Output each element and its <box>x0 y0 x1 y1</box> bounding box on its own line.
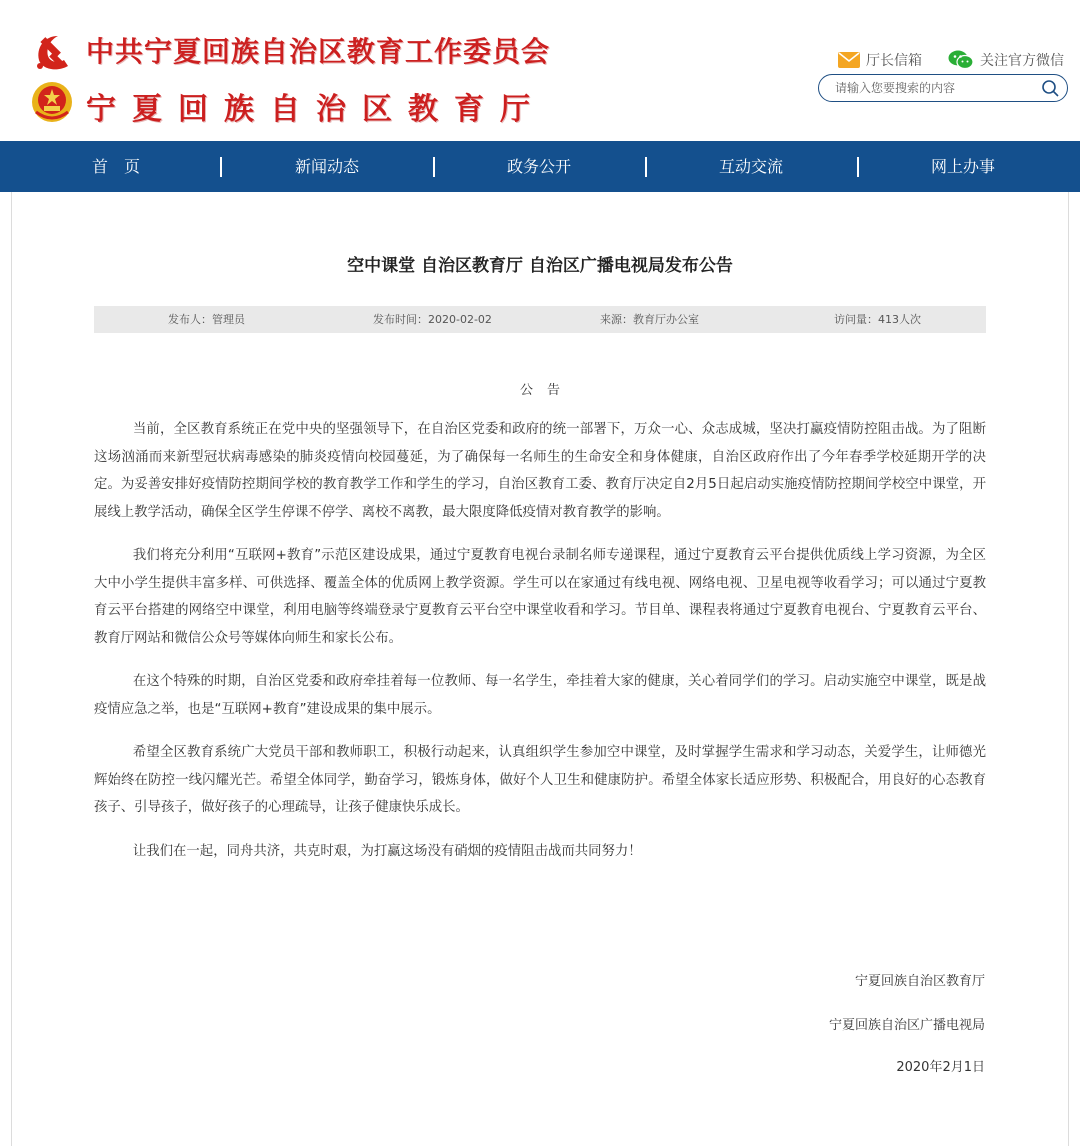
article-paragraph: 希望全区教育系统广大党员干部和教师职工，积极行动起来，认真组织学生参加空中课堂，及时掌握学生需求和学习动态，关爱学生，让师德光辉始终在防控一线闪耀光芒。希望全体同学，勤奋学习，锻炼身体，做好个人卫生和健康防护。希望全体家长适应形势、积极配合，用良好的心态教育孩子、引导孩子，做好孩子的心理疏导，让孩子健康快乐成长。 <box>94 745 986 815</box>
article-paragraph: 在这个特殊的时期，自治区党委和政府牵挂着每一位教师、每一名学生，牵挂着大家的健康，关心着同学们的学习。启动实施空中课堂，既是战疫情应急之举，也是“互联网+教育”建设成果的集中展示。 <box>94 674 986 717</box>
search-box <box>818 74 1068 102</box>
site-header <box>0 0 1080 141</box>
nav-item-interaction[interactable]: 互动交流 <box>718 157 783 176</box>
nav-separator <box>857 157 859 177</box>
search-input[interactable] <box>833 80 1041 96</box>
site-title-education-department[interactable]: 宁夏回族自治区教育厅 <box>86 92 546 127</box>
article-paragraph: 我们将充分利用“互联网+教育”示范区建设成果，通过宁夏教育电视台录制名师专递课程，通过宁夏教育云平台提供优质线上学习资源，为全区大中小学生提供丰富多样、可供选择、覆盖全体的优质网上教学资源。学生可以在家通过有线电视、网络电视、卫星电视等收看学习；可以通过宁夏教育云平台搭建的网络空中课堂，利用电脑等终端登录宁夏教育云平台空中课堂收看和学习。节目单、课程表将通过宁夏教育电视台、宁夏教育云平台、教育厅网站和微信公众号等媒体向师生和家长公布。 <box>94 548 986 646</box>
article-paragraph: 让我们在一起，同舟共济，共克时艰，为打赢这场没有硝烟的疫情阻击战而共同努力！ <box>132 843 642 859</box>
nav-item-news[interactable]: 新闻动态 <box>294 157 359 176</box>
follow-wechat-link[interactable] <box>948 50 1064 70</box>
mail-icon <box>838 52 860 68</box>
nav-item-government-affairs[interactable]: 政务公开 <box>506 157 571 176</box>
nav-item-online-services[interactable]: 网上办事 <box>930 157 995 176</box>
national-emblem-icon <box>30 80 74 124</box>
article-body <box>94 416 986 881</box>
top-links <box>838 50 1064 70</box>
signature-date: 2020年2月1日 <box>896 1060 985 1075</box>
meta-publisher: 发布人：管理员 <box>168 313 245 326</box>
director-mailbox-label: 厅长信箱 <box>866 53 922 69</box>
article-meta-bar <box>94 306 986 333</box>
signature-education-department: 宁夏回族自治区教育厅 <box>854 974 985 989</box>
main-nav <box>0 141 1080 192</box>
notice-heading: 公告 <box>519 383 574 398</box>
party-emblem-icon <box>30 30 74 74</box>
nav-separator <box>433 157 435 177</box>
meta-source: 来源：教育厅办公室 <box>600 313 699 326</box>
follow-wechat-label: 关注官方微信 <box>980 53 1064 69</box>
nav-separator <box>645 157 647 177</box>
article-title: 空中课堂 自治区教育厅 自治区广播电视局发布公告 <box>347 256 733 276</box>
article-paragraph: 当前，全区教育系统正在党中央的坚强领导下，在自治区党委和政府的统一部署下，万众一心、众志成城，坚决打赢疫情防控阻击战。为了阻断这场汹涌而来新型冠状病毒感染的肺炎疫情向校园蔓延，为了确保每一名师生的生命安全和身体健康，自治区政府作出了今年春季学校延期开学的决定。为妥善安排好疫情防控期间学校的教育教学工作和学生的学习，自治区教育工委、教育厅决定自2月5日起启动实施疫情防控期间学校空中课堂，开展线上教学活动，确保全区学生停课不停学、离校不离教，最大限度降低疫情对教育教学的影响。 <box>94 422 986 520</box>
site-title-party-committee[interactable]: 中共宁夏回族自治区教育工作委员会 <box>86 35 551 68</box>
meta-views: 访问量：413人次 <box>834 313 921 326</box>
wechat-icon <box>948 50 974 70</box>
nav-item-home[interactable]: 首 页 <box>91 157 140 176</box>
nav-separator <box>220 157 222 177</box>
signature-radio-tv-bureau: 宁夏回族自治区广播电视局 <box>828 1018 985 1033</box>
search-icon[interactable] <box>1041 79 1059 97</box>
director-mailbox-link[interactable] <box>838 50 922 70</box>
meta-publish-time: 发布时间：2020-02-02 <box>373 313 492 326</box>
